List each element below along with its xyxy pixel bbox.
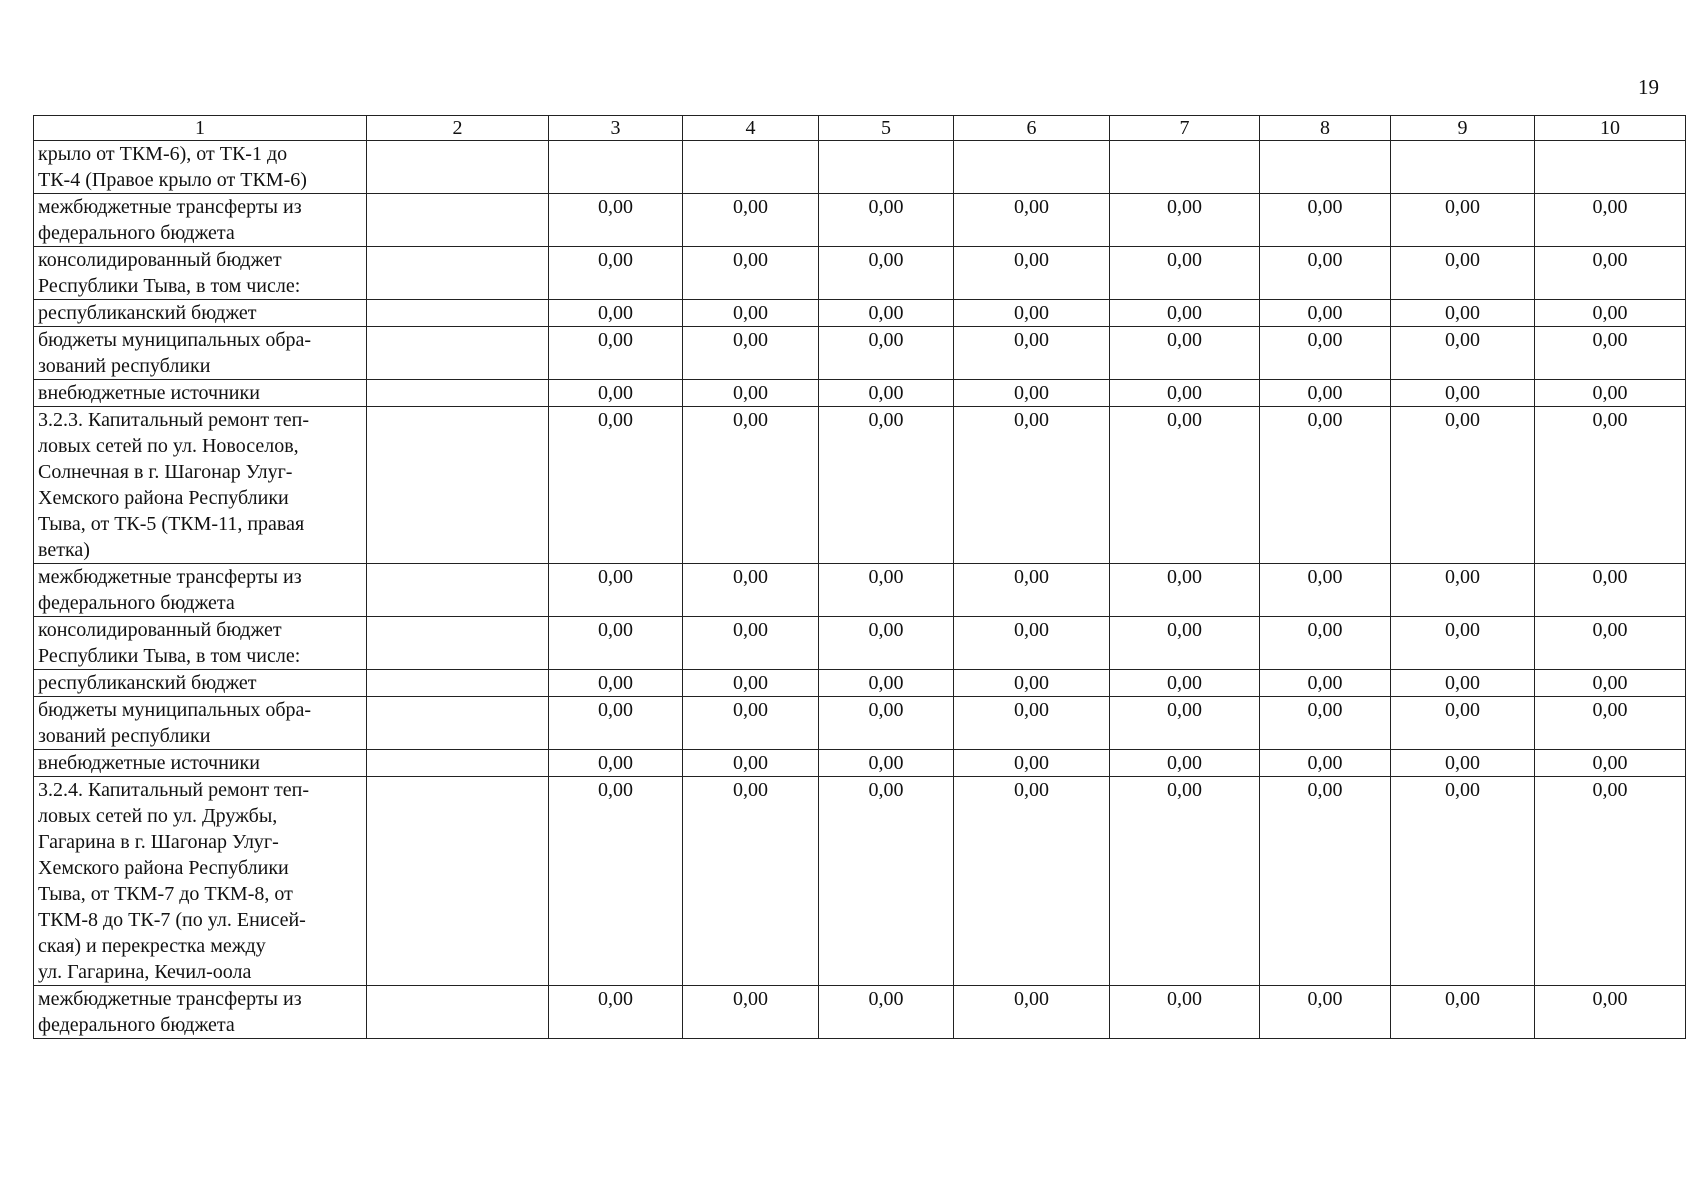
- value-cell: 0,00: [1391, 407, 1535, 564]
- value-cell: 0,00: [1110, 194, 1260, 247]
- row-label-cell: [34, 986, 367, 1039]
- value-cell: 0,00: [1110, 564, 1260, 617]
- value-cell: 0,00: [683, 194, 819, 247]
- budget-table: [33, 115, 1686, 1039]
- column-number-row: [34, 116, 1686, 141]
- row-label-cell: [34, 777, 367, 986]
- table-row: [34, 247, 1686, 300]
- column-2-cell: [367, 750, 549, 777]
- value-cell: 0,00: [1535, 986, 1686, 1039]
- row-label-line: ТК-4 (Правое крыло от ТКМ-6): [38, 169, 307, 191]
- value-cell: 0,00: [1110, 617, 1260, 670]
- value-cell: 0,00: [1260, 327, 1391, 380]
- value-cell: 0,00: [954, 697, 1110, 750]
- column-2-cell: [367, 407, 549, 564]
- value-cell: 0,00: [819, 617, 954, 670]
- column-header: 8: [1260, 116, 1391, 141]
- row-label-line: консолидированный бюджет: [38, 249, 282, 271]
- value-cell: 0,00: [954, 777, 1110, 986]
- value-cell: 0,00: [954, 986, 1110, 1039]
- value-cell: 0,00: [819, 327, 954, 380]
- value-cell: 0,00: [819, 697, 954, 750]
- row-label-line: ул. Гагарина, Кечил-оола: [38, 961, 252, 983]
- value-cell: 0,00: [819, 300, 954, 327]
- value-cell: 0,00: [1535, 247, 1686, 300]
- value-cell: 0,00: [1391, 300, 1535, 327]
- row-label-line: ская) и перекрестка между: [38, 935, 266, 957]
- value-cell: 0,00: [1260, 300, 1391, 327]
- value-cell: 0,00: [1391, 327, 1535, 380]
- value-cell: 0,00: [683, 327, 819, 380]
- value-cell: 0,00: [1110, 777, 1260, 986]
- value-cell: 0,00: [1535, 327, 1686, 380]
- value-cell: 0,00: [954, 564, 1110, 617]
- value-cell: [1260, 141, 1391, 194]
- value-cell: 0,00: [1110, 697, 1260, 750]
- table-body: [34, 141, 1686, 1039]
- row-label-line: ловых сетей по ул. Новоселов,: [38, 435, 299, 457]
- row-label-line: бюджеты муниципальных обра-: [38, 699, 312, 721]
- value-cell: 0,00: [819, 407, 954, 564]
- column-header: 10: [1535, 116, 1686, 141]
- row-label-line: межбюджетные трансферты из: [38, 988, 302, 1010]
- table-row: [34, 327, 1686, 380]
- column-2-cell: [367, 777, 549, 986]
- column-header: 5: [819, 116, 954, 141]
- value-cell: 0,00: [683, 380, 819, 407]
- row-label-line: федерального бюджета: [38, 1014, 235, 1036]
- column-header: 6: [954, 116, 1110, 141]
- value-cell: 0,00: [1391, 194, 1535, 247]
- row-label-line: федерального бюджета: [38, 592, 235, 614]
- column-2-cell: [367, 380, 549, 407]
- row-label-cell: [34, 617, 367, 670]
- row-label-cell: [34, 670, 367, 697]
- table-row: [34, 407, 1686, 564]
- column-header: 9: [1391, 116, 1535, 141]
- value-cell: 0,00: [1110, 327, 1260, 380]
- value-cell: [683, 141, 819, 194]
- row-label-line: республиканский бюджет: [38, 672, 257, 694]
- row-label-line: республиканский бюджет: [38, 302, 257, 324]
- value-cell: [549, 141, 683, 194]
- row-label-line: Солнечная в г. Шагонар Улуг-: [38, 461, 293, 483]
- row-label-line: ТКМ-8 до ТК-7 (по ул. Енисей-: [38, 909, 306, 931]
- row-label-line: ветка): [38, 539, 90, 561]
- value-cell: 0,00: [1391, 697, 1535, 750]
- value-cell: 0,00: [954, 407, 1110, 564]
- row-label-cell: [34, 141, 367, 194]
- column-2-cell: [367, 194, 549, 247]
- value-cell: 0,00: [1535, 777, 1686, 986]
- value-cell: 0,00: [819, 986, 954, 1039]
- value-cell: 0,00: [1260, 247, 1391, 300]
- column-2-cell: [367, 697, 549, 750]
- value-cell: 0,00: [549, 407, 683, 564]
- row-label-line: Хемского района Республики: [38, 487, 289, 509]
- value-cell: 0,00: [1535, 564, 1686, 617]
- value-cell: 0,00: [1260, 617, 1391, 670]
- value-cell: 0,00: [819, 564, 954, 617]
- value-cell: 0,00: [1535, 300, 1686, 327]
- column-2-cell: [367, 300, 549, 327]
- row-label-line: Республики Тыва, в том числе:: [38, 275, 301, 297]
- value-cell: 0,00: [1260, 777, 1391, 986]
- value-cell: 0,00: [1110, 986, 1260, 1039]
- column-header: 4: [683, 116, 819, 141]
- value-cell: 0,00: [683, 407, 819, 564]
- row-label-line: межбюджетные трансферты из: [38, 566, 302, 588]
- table-row: [34, 141, 1686, 194]
- value-cell: 0,00: [1391, 380, 1535, 407]
- value-cell: 0,00: [819, 380, 954, 407]
- value-cell: 0,00: [549, 300, 683, 327]
- value-cell: 0,00: [549, 194, 683, 247]
- row-label-cell: [34, 564, 367, 617]
- value-cell: [954, 141, 1110, 194]
- value-cell: 0,00: [1391, 750, 1535, 777]
- row-label-cell: [34, 300, 367, 327]
- value-cell: 0,00: [683, 670, 819, 697]
- value-cell: 0,00: [1391, 777, 1535, 986]
- row-label-line: Гагарина в г. Шагонар Улуг-: [38, 831, 279, 853]
- table-row: [34, 697, 1686, 750]
- table-row: [34, 300, 1686, 327]
- value-cell: [1535, 141, 1686, 194]
- value-cell: 0,00: [683, 617, 819, 670]
- column-2-cell: [367, 247, 549, 300]
- row-label-line: Тыва, от ТК-5 (ТКМ-11, правая: [38, 513, 305, 535]
- row-label-line: консолидированный бюджет: [38, 619, 282, 641]
- value-cell: 0,00: [954, 670, 1110, 697]
- value-cell: 0,00: [683, 777, 819, 986]
- row-label-line: внебюджетные источники: [38, 752, 260, 774]
- table-row: [34, 380, 1686, 407]
- column-2-cell: [367, 670, 549, 697]
- value-cell: 0,00: [549, 327, 683, 380]
- row-label-line: Республики Тыва, в том числе:: [38, 645, 301, 667]
- value-cell: 0,00: [954, 194, 1110, 247]
- value-cell: 0,00: [1535, 407, 1686, 564]
- row-label-cell: [34, 750, 367, 777]
- value-cell: 0,00: [1260, 750, 1391, 777]
- page-number: 19: [1638, 75, 1659, 99]
- value-cell: 0,00: [683, 564, 819, 617]
- value-cell: 0,00: [954, 617, 1110, 670]
- value-cell: 0,00: [1110, 407, 1260, 564]
- value-cell: 0,00: [1260, 564, 1391, 617]
- column-header: 2: [367, 116, 549, 141]
- value-cell: 0,00: [1260, 697, 1391, 750]
- value-cell: 0,00: [1391, 986, 1535, 1039]
- value-cell: 0,00: [1260, 986, 1391, 1039]
- value-cell: 0,00: [683, 750, 819, 777]
- value-cell: 0,00: [819, 247, 954, 300]
- value-cell: 0,00: [1391, 247, 1535, 300]
- value-cell: 0,00: [1110, 380, 1260, 407]
- value-cell: 0,00: [1260, 380, 1391, 407]
- value-cell: 0,00: [1535, 697, 1686, 750]
- value-cell: 0,00: [1110, 670, 1260, 697]
- row-label-line: Хемского района Республики: [38, 857, 289, 879]
- value-cell: 0,00: [954, 750, 1110, 777]
- value-cell: 0,00: [549, 564, 683, 617]
- table-row: [34, 194, 1686, 247]
- table-row: [34, 777, 1686, 986]
- row-label-cell: [34, 407, 367, 564]
- value-cell: 0,00: [549, 697, 683, 750]
- column-header: 3: [549, 116, 683, 141]
- column-2-cell: [367, 986, 549, 1039]
- value-cell: 0,00: [1535, 380, 1686, 407]
- value-cell: 0,00: [1535, 617, 1686, 670]
- value-cell: 0,00: [819, 194, 954, 247]
- column-2-cell: [367, 327, 549, 380]
- value-cell: 0,00: [1391, 564, 1535, 617]
- value-cell: 0,00: [819, 777, 954, 986]
- row-label-line: межбюджетные трансферты из: [38, 196, 302, 218]
- row-label-line: бюджеты муниципальных обра-: [38, 329, 312, 351]
- value-cell: [819, 141, 954, 194]
- value-cell: 0,00: [1391, 617, 1535, 670]
- table-row: [34, 564, 1686, 617]
- value-cell: 0,00: [549, 986, 683, 1039]
- row-label-cell: [34, 247, 367, 300]
- value-cell: 0,00: [819, 750, 954, 777]
- row-label-line: зований республики: [38, 725, 211, 747]
- row-label-line: ловых сетей по ул. Дружбы,: [38, 805, 278, 827]
- value-cell: 0,00: [954, 327, 1110, 380]
- row-label-cell: [34, 327, 367, 380]
- value-cell: 0,00: [1260, 670, 1391, 697]
- row-label-line: федерального бюджета: [38, 222, 235, 244]
- value-cell: 0,00: [549, 777, 683, 986]
- row-label-line: Тыва, от ТКМ-7 до ТКМ-8, от: [38, 883, 293, 905]
- value-cell: 0,00: [954, 380, 1110, 407]
- row-label-cell: [34, 380, 367, 407]
- row-label-line: 3.2.4. Капитальный ремонт теп-: [38, 779, 310, 801]
- value-cell: 0,00: [1110, 247, 1260, 300]
- value-cell: 0,00: [1535, 750, 1686, 777]
- column-2-cell: [367, 617, 549, 670]
- row-label-line: зований республики: [38, 355, 211, 377]
- column-header: 1: [34, 116, 367, 141]
- value-cell: 0,00: [954, 300, 1110, 327]
- table-row: [34, 986, 1686, 1039]
- value-cell: [1391, 141, 1535, 194]
- value-cell: 0,00: [1260, 407, 1391, 564]
- table-row: [34, 750, 1686, 777]
- value-cell: [1110, 141, 1260, 194]
- row-label-cell: [34, 697, 367, 750]
- value-cell: 0,00: [819, 670, 954, 697]
- value-cell: 0,00: [683, 986, 819, 1039]
- value-cell: 0,00: [549, 750, 683, 777]
- value-cell: 0,00: [1535, 670, 1686, 697]
- value-cell: 0,00: [954, 247, 1110, 300]
- value-cell: 0,00: [683, 300, 819, 327]
- table-row: [34, 670, 1686, 697]
- value-cell: 0,00: [1110, 300, 1260, 327]
- value-cell: 0,00: [1110, 750, 1260, 777]
- value-cell: 0,00: [549, 247, 683, 300]
- row-label-cell: [34, 194, 367, 247]
- value-cell: 0,00: [1535, 194, 1686, 247]
- value-cell: 0,00: [549, 380, 683, 407]
- value-cell: 0,00: [1260, 194, 1391, 247]
- row-label-line: 3.2.3. Капитальный ремонт теп-: [38, 409, 310, 431]
- column-header: 7: [1110, 116, 1260, 141]
- value-cell: 0,00: [1391, 670, 1535, 697]
- value-cell: 0,00: [549, 617, 683, 670]
- value-cell: 0,00: [549, 670, 683, 697]
- row-label-line: внебюджетные источники: [38, 382, 260, 404]
- column-2-cell: [367, 564, 549, 617]
- table-row: [34, 617, 1686, 670]
- column-2-cell: [367, 141, 549, 194]
- row-label-line: крыло от ТКМ-6), от ТК-1 до: [38, 143, 288, 165]
- value-cell: 0,00: [683, 247, 819, 300]
- value-cell: 0,00: [683, 697, 819, 750]
